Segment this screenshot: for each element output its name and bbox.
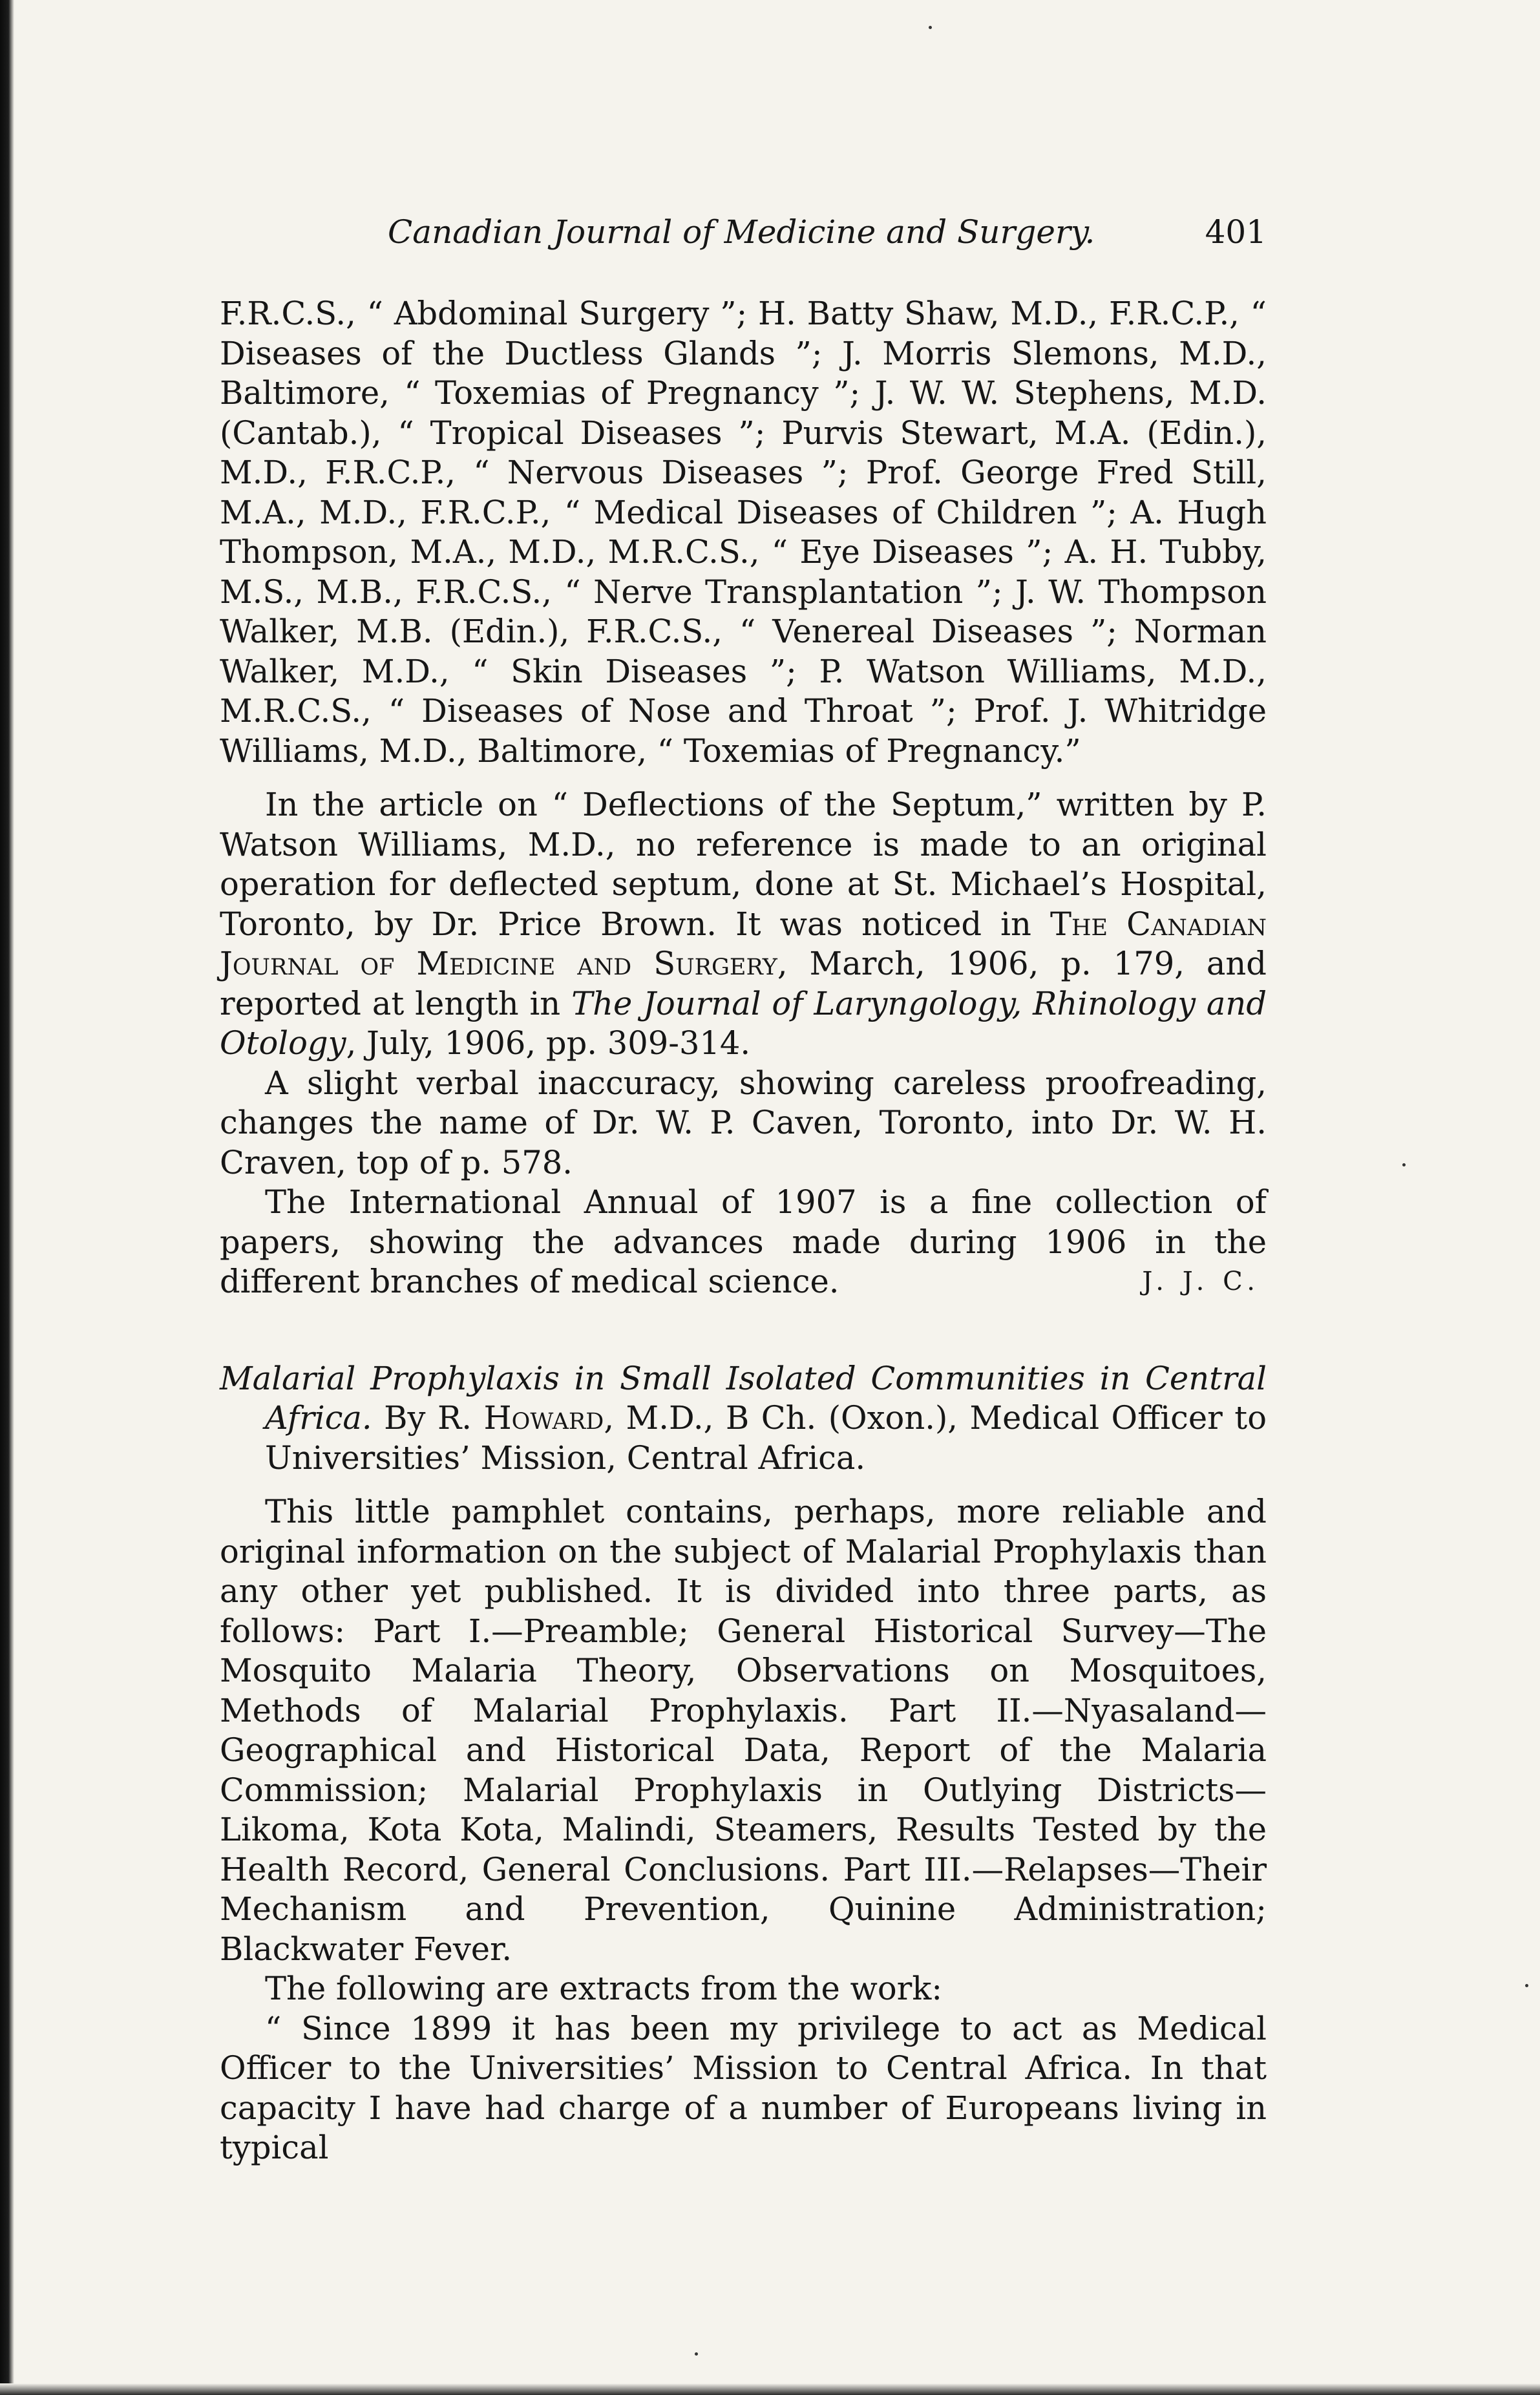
review-heading — [220, 1359, 1267, 1479]
review-by: By — [372, 1399, 438, 1437]
scan-speck — [695, 2352, 698, 2356]
annual-paragraph — [220, 1183, 1267, 1302]
journal-name-italic: The Journal of Laryngology, Rhinology and Otology — [220, 984, 1267, 1062]
author-credentials: , M.D., B Ch. (Oxon.), Medical Officer to Universities’ Mission, Central Africa. — [265, 1399, 1267, 1477]
pamphlet-paragraph: This little pamphlet contains, perhaps, more reliable and original information on the subject of Malarial Prophylaxis than any other yet published. It is divided into three parts, as follows: Part I.—Preamble; General Historical Survey—The Mosquito Malaria Theory, Observations on Mosquitoes, Methods of Malarial Prophylaxis. Part II.—Nyasaland—Geographical and Historical Data, Report of the Malaria Commission; Malarial Prophylaxis in Outlying Districts—Likoma, Kota Kota, Malindi, Steamers, Results Tested by the Health Record, General Conclusions. Part III.—Relapses—Their Mechanism and Prevention, Quinine Administration; Blackwater Fever. — [220, 1493, 1267, 1968]
septum-text-1: In the article on “ Deflections of the Septum,” written by P. Watson Williams, M.D., no reference is made to an original operation for deflected septum, done at St. Michael’s Hospital, Toronto, by Dr. Price Brown. It was noticed in — [220, 786, 1267, 943]
continuation-paragraph: F.R.C.S., “ Abdominal Surgery ”; H. Batty Shaw, M.D., F.R.C.P., “ Diseases of the Ductless Glands ”; J. Morris Slemons, M.D., Baltimore, “ Toxemias of Pregnancy ”; J. W. W. Stephens, M.D. (Cantab.), “ Tropical Diseases ”; Purvis Stewart, M.A. (Edin.), M.D., F.R.C.P., “ Nervous Diseases ”; Prof. George Fred Still, M.A., M.D., F.R.C.P., “ Medical Diseases of Children ”; A. Hugh Thompson, M.A., M.D., M.R.C.S., “ Eye Diseases ”; A. H. Tubby, M.S., M.B., F.R.C.S., “ Nerve Transplantation ”; J. W. Thompson Walker, M.B. (Edin.), F.R.C.S., “ Venereal Diseases ”; Norman Walker, M.D., “ Skin Diseases ”; P. Watson Williams, M.D., M.R.C.S., “ Diseases of Nose and Throat ”; Prof. J. Whitridge Williams, M.D., Baltimore, “ Toxemias of Pregnancy.” — [220, 295, 1267, 770]
quote-paragraph: “ Since 1899 it has been my privilege to act as Medical Officer to the Universities’ Mission to Central Africa. In that capacity I have had charge of a number of Europeans living in typical — [220, 2009, 1267, 2166]
septum-paragraph — [220, 785, 1267, 1064]
bottom-page-edge — [0, 2383, 1540, 2395]
journal-name-smallcaps: The Canadian Journal of Medicine and Surgery — [220, 905, 1267, 982]
body-text — [220, 294, 1267, 2168]
book-title: Malarial Prophylaxis in Small Isolated Communities in Central Africa. — [220, 1359, 1267, 1437]
reviewer-initials: J. J. C. — [1142, 1267, 1260, 1296]
running-title: Canadian Journal of Medicine and Surgery. — [388, 213, 1095, 251]
septum-text-2: , March, 1906, p. 179, and reported at length in — [220, 945, 1267, 1022]
scan-speck — [1525, 1984, 1528, 1987]
septum-text-3: , July, 1906, pp. 309-314. — [346, 1024, 751, 1062]
binding-shadow — [0, 0, 14, 2395]
scan-speck — [929, 26, 932, 29]
running-header — [388, 213, 1267, 271]
inaccuracy-paragraph: A slight verbal inaccuracy, showing careless proofreading, changes the name of Dr. W. P. Caven, Toronto, into Dr. W. H. Craven, top of p. 578. — [220, 1064, 1267, 1181]
page-number: 401 — [1205, 213, 1267, 251]
scan-speck — [1402, 1163, 1406, 1166]
annual-text: The International Annual of 1907 is a fine collection of papers, showing the advances made during 1906 in the different branches of medical science. — [220, 1183, 1267, 1300]
book-author: R. Howard — [438, 1399, 604, 1437]
extracts-intro: The following are extracts from the work: — [265, 1970, 943, 2007]
